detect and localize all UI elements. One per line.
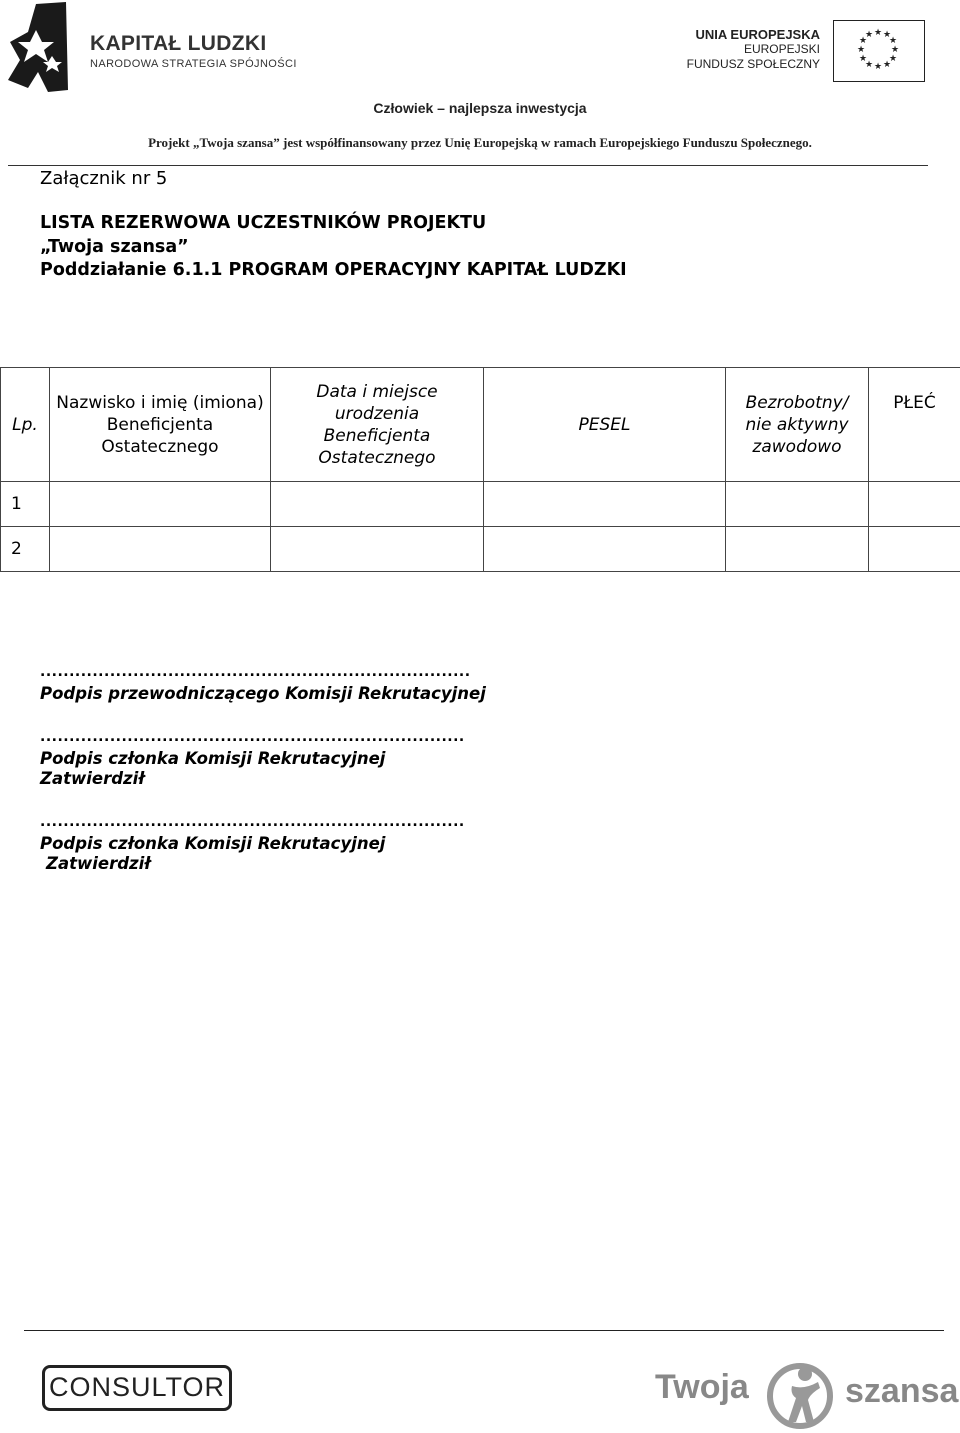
title-line-2: „Twoja szansa” [40, 236, 189, 257]
signature-line-member-2: ......................................................................... [40, 814, 465, 830]
svg-text:★: ★ [873, 62, 883, 72]
svg-text:★: ★ [856, 45, 866, 55]
eu-line-3: FUNDUSZ SPOŁECZNY [686, 57, 820, 71]
kapital-ludzki-logo-icon [8, 2, 68, 92]
eu-line-1: UNIA EUROPEJSKA [695, 27, 820, 42]
table-cell [271, 527, 484, 572]
twoja-szansa-logo-left: Twoja [655, 1368, 749, 1406]
col-header-pesel: PESEL [484, 368, 726, 482]
attachment-label: Załącznik nr 5 [40, 168, 168, 189]
svg-text:★: ★ [882, 30, 892, 40]
svg-text:★: ★ [882, 60, 892, 70]
kapital-ludzki-subtitle: NARODOWA STRATEGIA SPÓJNOŚCI [90, 58, 297, 70]
table-cell [484, 482, 726, 527]
consultor-logo: CONSULTOR [42, 1365, 232, 1411]
col-header-unemployed: Bezrobotny/ nie aktywny zawodowo [726, 368, 869, 482]
reserve-list-table [0, 367, 960, 572]
eu-line-2: EUROPEJSKI [743, 42, 820, 56]
table-row [1, 482, 960, 527]
table-cell [271, 482, 484, 527]
approved-label-1: Zatwierdził [40, 769, 145, 788]
table-cell [50, 482, 271, 527]
signature-line-member-1: ......................................................................... [40, 729, 465, 745]
svg-text:★: ★ [858, 54, 868, 64]
signature-label-chair: Podpis przewodniczącego Komisji Rekrutacyjnej [40, 684, 486, 703]
project-cofinancing-note: Projekt „Twoja szansa” jest współfinansowany przez Unię Europejską w ramach Europejskiego Funduszu Społecznego. [148, 135, 812, 150]
signature-line-chair: .......................................................................... [40, 664, 471, 680]
kapital-ludzki-title: KAPITAŁ LUDZKI [90, 32, 267, 55]
approved-label-2: Zatwierdził [46, 854, 151, 873]
col-header-lp: Lp. [1, 368, 50, 482]
table-cell [50, 527, 271, 572]
table-row [1, 527, 960, 572]
table-cell [484, 527, 726, 572]
signature-label-member-1: Podpis członka Komisji Rekrutacyjnej [40, 749, 386, 768]
svg-text:★: ★ [890, 45, 900, 55]
table-header-row [1, 368, 960, 482]
svg-text:★: ★ [864, 30, 874, 40]
table-cell [869, 482, 960, 527]
svg-text:★: ★ [858, 36, 868, 46]
col-header-name: Nazwisko i imię (imiona) Beneficjenta Ostatecznego [50, 368, 271, 482]
table-cell: 2 [1, 527, 50, 572]
twoja-szansa-logo-right: szansa [845, 1372, 959, 1410]
col-header-birth: Data i miejsce urodzenia Beneficjenta Ostatecznego [271, 368, 484, 482]
table-cell [726, 482, 869, 527]
table-cell: 1 [1, 482, 50, 527]
document-title [40, 212, 627, 283]
eu-logo-text [687, 27, 820, 72]
footer-divider [24, 1330, 944, 1331]
table-cell [869, 527, 960, 572]
col-header-gender: PŁEĆ [869, 368, 960, 482]
signature-label-member-2: Podpis członka Komisji Rekrutacyjnej [40, 834, 386, 853]
motto: Człowiek – najlepsza inwestycja [373, 100, 587, 116]
eu-flag-icon [833, 20, 925, 82]
table-cell [726, 527, 869, 572]
svg-text:★: ★ [888, 54, 898, 64]
title-line-3: Poddziałanie 6.1.1 PROGRAM OPERACYJNY KAPITAŁ LUDZKI [40, 260, 627, 280]
header-divider [8, 165, 928, 166]
svg-text:★: ★ [888, 36, 898, 46]
person-figure-icon [762, 1360, 844, 1430]
svg-text:★: ★ [873, 28, 883, 38]
title-line-1: LISTA REZERWOWA UCZESTNIKÓW PROJEKTU [40, 213, 487, 233]
svg-text:★: ★ [864, 60, 874, 70]
